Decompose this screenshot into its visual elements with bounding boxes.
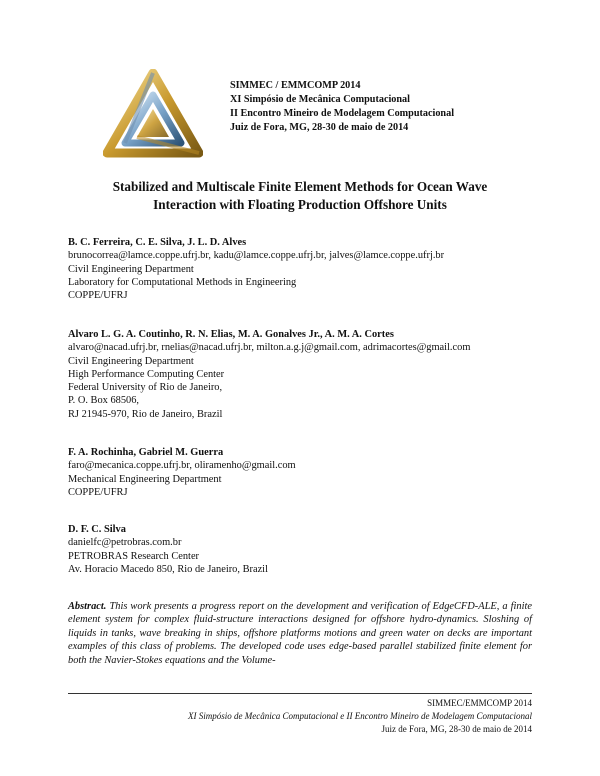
affiliation-line: High Performance Computing Center: [68, 368, 225, 380]
conference-header: [230, 79, 454, 135]
conference-name: SIMMEC / EMMCOMP 2014: [230, 80, 361, 91]
author-emails: alvaro@nacad.ufrj.br, rnelias@nacad.ufrj.br, milton.a.g.j@gmail.com, adrimacortes@gmail.com: [68, 342, 471, 354]
paper-title: [60, 178, 540, 214]
author-group-4: [68, 523, 268, 576]
affiliation-line: Civil Engineering Department: [68, 263, 194, 275]
abstract: [68, 600, 532, 667]
affiliation-line: P. O. Box 68506,: [68, 395, 140, 407]
paper-title-line-2: Interaction with Floating Production Offshore Units: [153, 197, 447, 212]
abstract-text: This work presents a progress report on the development and verification of EdgeCFD-ALE, a finite element system for complex fluid-structure interactions designed for offshore hydro-dynamics. Sloshing of liquids in tanks, wave breaking in ships, offshore platforms motions and green water on decks are important examples of this class of problems. The developed code uses edge-based parallel stabilized finite element for both the Navier-Stokes equations and the Volume-: [68, 601, 532, 666]
footer-rule: [68, 693, 532, 694]
affiliation-line: Federal University of Rio de Janeiro,: [68, 382, 223, 394]
footer-event-names: XI Simpósio de Mecânica Computacional e II Encontro Mineiro de Modelagem Computacional: [187, 711, 532, 721]
affiliation-line: Laboratory for Computational Methods in Engineering: [68, 276, 297, 288]
author-group-2: [68, 328, 470, 421]
author-emails: faro@mecanica.coppe.ufrj.br, oliramenho@gmail.com: [68, 460, 296, 472]
conference-meeting: II Encontro Mineiro de Modelagem Computacional: [230, 108, 455, 119]
affiliation-line: RJ 21945-970, Rio de Janeiro, Brazil: [68, 408, 223, 420]
affiliation-line: COPPE/UFRJ: [68, 290, 128, 302]
author-emails: danielfc@petrobras.com.br: [68, 537, 182, 549]
author-emails: brunocorrea@lamce.coppe.ufrj.br, kadu@lamce.coppe.ufrj.br, jalves@lamce.coppe.ufrj.br: [68, 250, 445, 262]
abstract-label: Abstract.: [68, 601, 107, 612]
conference-location-date: Juiz de Fora, MG, 28-30 de maio de 2014: [230, 122, 409, 133]
affiliation-line: PETROBRAS Research Center: [68, 550, 200, 562]
affiliation-line: Civil Engineering Department: [68, 355, 194, 367]
footer-location-date: Juiz de Fora, MG, 28-30 de maio de 2014: [381, 724, 532, 734]
conference-symposium: XI Simpósio de Mecânica Computacional: [230, 94, 410, 105]
footer-conference: SIMMEC/EMMCOMP 2014: [427, 698, 532, 708]
author-group-1: [68, 236, 444, 302]
affiliation-line: Av. Horacio Macedo 850, Rio de Janeiro, Brazil: [68, 563, 268, 575]
author-names: F. A. Rochinha, Gabriel M. Guerra: [68, 447, 224, 458]
conference-logo: [103, 69, 203, 161]
paper-title-line-1: Stabilized and Multiscale Finite Element Methods for Ocean Wave: [112, 179, 488, 194]
author-names: Alvaro L. G. A. Coutinho, R. N. Elias, M. A. Gonalves Jr., A. M. A. Cortes: [68, 329, 394, 340]
affiliation-line: Mechanical Engineering Department: [68, 473, 222, 485]
affiliation-line: COPPE/UFRJ: [68, 486, 128, 498]
author-names: D. F. C. Silva: [68, 524, 126, 535]
author-names: B. C. Ferreira, C. E. Silva, J. L. D. Alves: [68, 237, 247, 248]
page-footer: [188, 697, 532, 736]
author-group-3: [68, 446, 296, 499]
